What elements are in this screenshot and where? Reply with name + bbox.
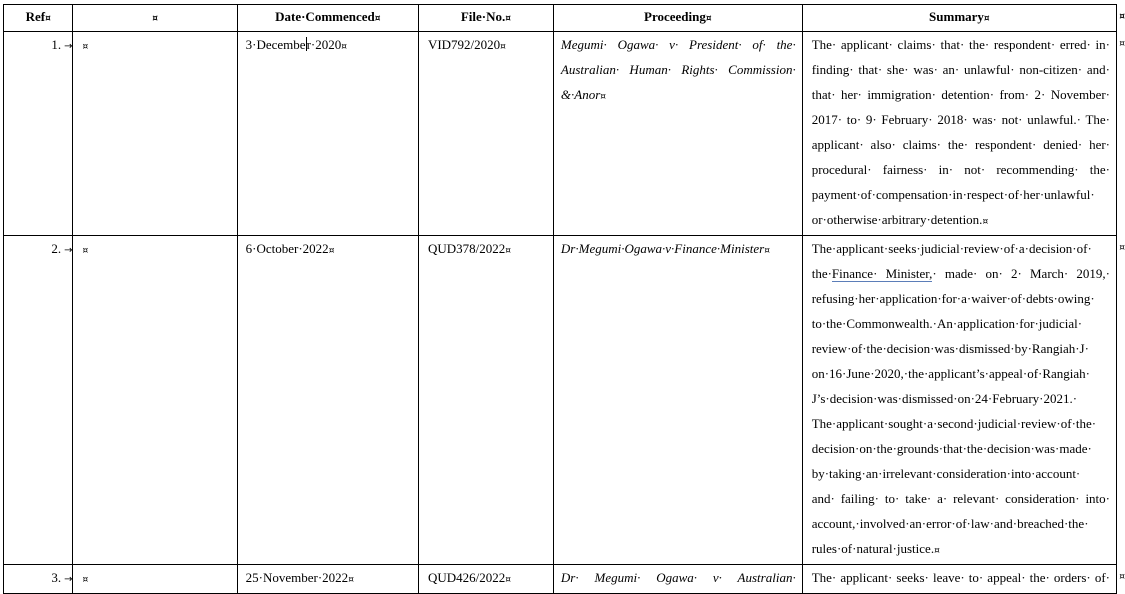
header-file-no: File·No.¤ xyxy=(418,5,553,32)
blank-cell: ¤ xyxy=(73,565,237,594)
blank-cell: ¤ xyxy=(73,236,237,565)
file-number-cell: VID792/2020¤ xyxy=(418,32,553,236)
header-ref: Ref¤ xyxy=(4,5,73,32)
summary-cell: The· applicant· seeks· leave· to· appeal· the· orders· of· ¤ xyxy=(802,565,1116,594)
header-blank: ¤ xyxy=(73,5,237,32)
file-number-cell: QUD378/2022¤ xyxy=(418,236,553,565)
table-row xyxy=(4,565,1117,594)
date-cell: 3·December·2020¤ xyxy=(237,32,418,236)
date-cell: 25·November·2022¤ xyxy=(237,565,418,594)
ref-cell: 2. → xyxy=(4,236,73,565)
file-number-cell: QUD426/2022¤ xyxy=(418,565,553,594)
blank-cell: ¤ xyxy=(73,32,237,236)
summary-cell: The· applicant· claims· that· the· respondent· erred· in· finding· that· she· was· an· unlawful· non-citizen· and· that· her· immigration· detention· from· 2· November· 2017· to· 9· February· 2018· was· not· unlawful.· The· applicant· also· claims· the· respondent· denied· her· procedural· fairness· in· not· recommending· the· payment·of·compensation·in·respect·of·her·unlawful· or·otherwise·arbitrary·detention.¤ ¤ xyxy=(802,32,1116,236)
proceeding-cell: Dr·Megumi·Ogawa·v·Finance·Minister¤ xyxy=(553,236,802,565)
ref-cell: 1. → xyxy=(4,32,73,236)
date-cell: 6·October·2022¤ xyxy=(237,236,418,565)
header-summary: Summary¤ ¤ xyxy=(802,5,1116,32)
ref-cell: 3. → xyxy=(4,565,73,594)
proceeding-cell: Megumi· Ogawa· v· President· of· the· Australian· Human· Rights· Commission· &·Anor¤ xyxy=(553,32,802,236)
summary-cell: The·applicant·seeks·judicial·review·of·a·decision·of· the·Finance· Minister,· made· on· 2· March· 2019,· refusing·her·application·for·a·waiver·of·debts·owing· to·the·Commonwealth.·An·application·for·judicial· review·of·the·decision·was·dismissed·by·Rangiah·J· on·16·June·2020,·the·applicant’s·appeal·of·Rangiah· J’s·decision·was·dismissed·on·24·February·2021.· The·applicant·sought·a·second·judicial·review·of·the· decision·on·the·grounds·that·the·decision·was·made· by·taking·an·irrelevant·consideration·into·account· and· failing· to· take· a· relevant· consideration· into· account,·involved·an·error·of·law·and·breached·the· rules·of·natural·justice.¤ ¤ xyxy=(802,236,1116,565)
table-row xyxy=(4,236,1117,565)
proceedings-table xyxy=(3,4,1125,594)
header-proceeding: Proceeding¤ xyxy=(553,5,802,32)
header-date-commenced: Date·Commenced¤ xyxy=(237,5,418,32)
header-row xyxy=(4,5,1117,32)
finance-minister-link[interactable]: Finance· Minister, xyxy=(831,266,933,281)
table-row xyxy=(4,32,1117,236)
proceeding-cell: Dr· Megumi· Ogawa· v· Australian· xyxy=(553,565,802,594)
